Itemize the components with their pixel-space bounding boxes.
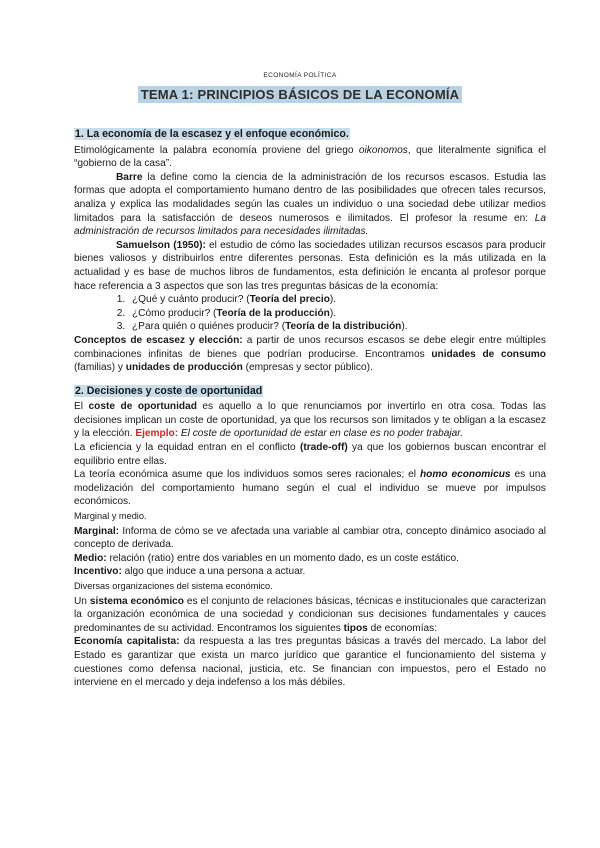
document-body <box>74 128 546 690</box>
paragraph: Barre la define como la ciencia de la administración de los recursos escasos. Estudia las formas que adopta el comportamiento humano dentro de las posibilidades que ofrecen tales recursos, analiza y explica las modalidades según las cuales un individuo o una sociedad debe utilizar medios limitados para la satisfacción de deseos numerosos e ilimitados. El profesor la resume en: La administración de recursos limitados para necesidades ilimitadas. <box>74 171 546 238</box>
page-title-text: TEMA 1: PRINCIPIOS BÁSICOS DE LA ECONOMÍA <box>138 86 463 103</box>
paragraph: Etimológicamente la palabra economía proviene del griego oikonomos, que literalmente significa el “gobierno de la casa”. <box>74 144 546 170</box>
paragraph: El coste de oportunidad es aquello a lo que renunciamos por invertirlo en otra cosa. Todas las decisiones implican un coste de oportunidad, ya que los recursos son limitados y te obligan a la escasez y la elección. Ejemplo: El coste de oportunidad de estar en clase es no poder trabajar. <box>74 401 546 440</box>
paragraph: La eficiencia y la equidad entran en el conflicto (trade-off) ya que los gobiernos buscan encontrar el equilibrio entre ellas. <box>74 442 547 467</box>
paragraph: Conceptos de escasez y elección: a partir de unos recursos escasos se debe elegir entre múltiples combinaciones infinitas de bienes que podrían producirse. Encontramos unidades de consumo (familias) y unidades de producción (empresas y sector público). <box>74 334 546 374</box>
list-item: 2. ¿Cómo producir? (Teoría de la producción). <box>128 307 546 321</box>
paragraph: Samuelson (1950): el estudio de cómo las sociedades utilizan recursos escasos para producir bienes valiosos y distribuirlos entre diferentes personas. Esta definición es la más utilizada en la actualidad y es base de muchos libros de fundamentos, esta definición le encanta al profesor porque hace referencia a 3 aspectos que son las tres preguntas básicas de la economía: <box>74 239 546 292</box>
section-1-heading: 1. La economía de la escasez y el enfoque económico. <box>75 128 349 140</box>
paragraph: Un sistema económico es el conjunto de relaciones básicas, técnicas e institucionales que caracterizan la organización económica de una sociedad y condicionan sus decisiones fundamentales y cauces predominantes de su actividad. Encontramos los siguientes tipos de economías: <box>74 595 546 634</box>
paragraph: Economía capitalista: da respuesta a las tres preguntas básicas a través del mercado. La labor del Estado es garantizar que exista un marco jurídico que garantice el funcionamiento del sistema y cuestiones como defensa nacional, justicia, etc. Se financian con impuestos, pero el Estado no interviene en el mercado y deja indefenso a los más débiles. <box>74 636 546 689</box>
list-item: 1. ¿Qué y cuánto producir? (Teoría del precio). <box>128 293 546 307</box>
paragraph: La teoría económica asume que los individuos somos seres racionales; el homo economicus es una modelización del comportamiento humano según el cual el individuo se mueve por impulsos económicos. <box>74 469 546 508</box>
subheading-sistemas: Diversas organizaciones del sistema económico. <box>74 581 273 591</box>
subject-kicker: ECONOMÍA POLÍTICA <box>263 72 337 79</box>
questions-list <box>74 293 546 334</box>
list-item: 3. ¿Para quién o quiénes producir? (Teoría de la distribución). <box>128 320 546 334</box>
subheading-marginal: Marginal y medio. <box>74 511 147 522</box>
page-title <box>0 86 600 104</box>
paragraph: Marginal: Informa de cómo se ve afectada una variable al cambiar otra, concepto dinámico asociado al concepto de derivada. <box>74 525 546 551</box>
section-2-heading: 2. Decisiones y coste de oportunidad <box>75 384 263 397</box>
paragraph: Incentivo: algo que induce a una persona a actuar. <box>74 566 306 578</box>
paragraph: Medio: relación (ratio) entre dos variables en un momento dado, es un coste estático. <box>74 552 459 564</box>
